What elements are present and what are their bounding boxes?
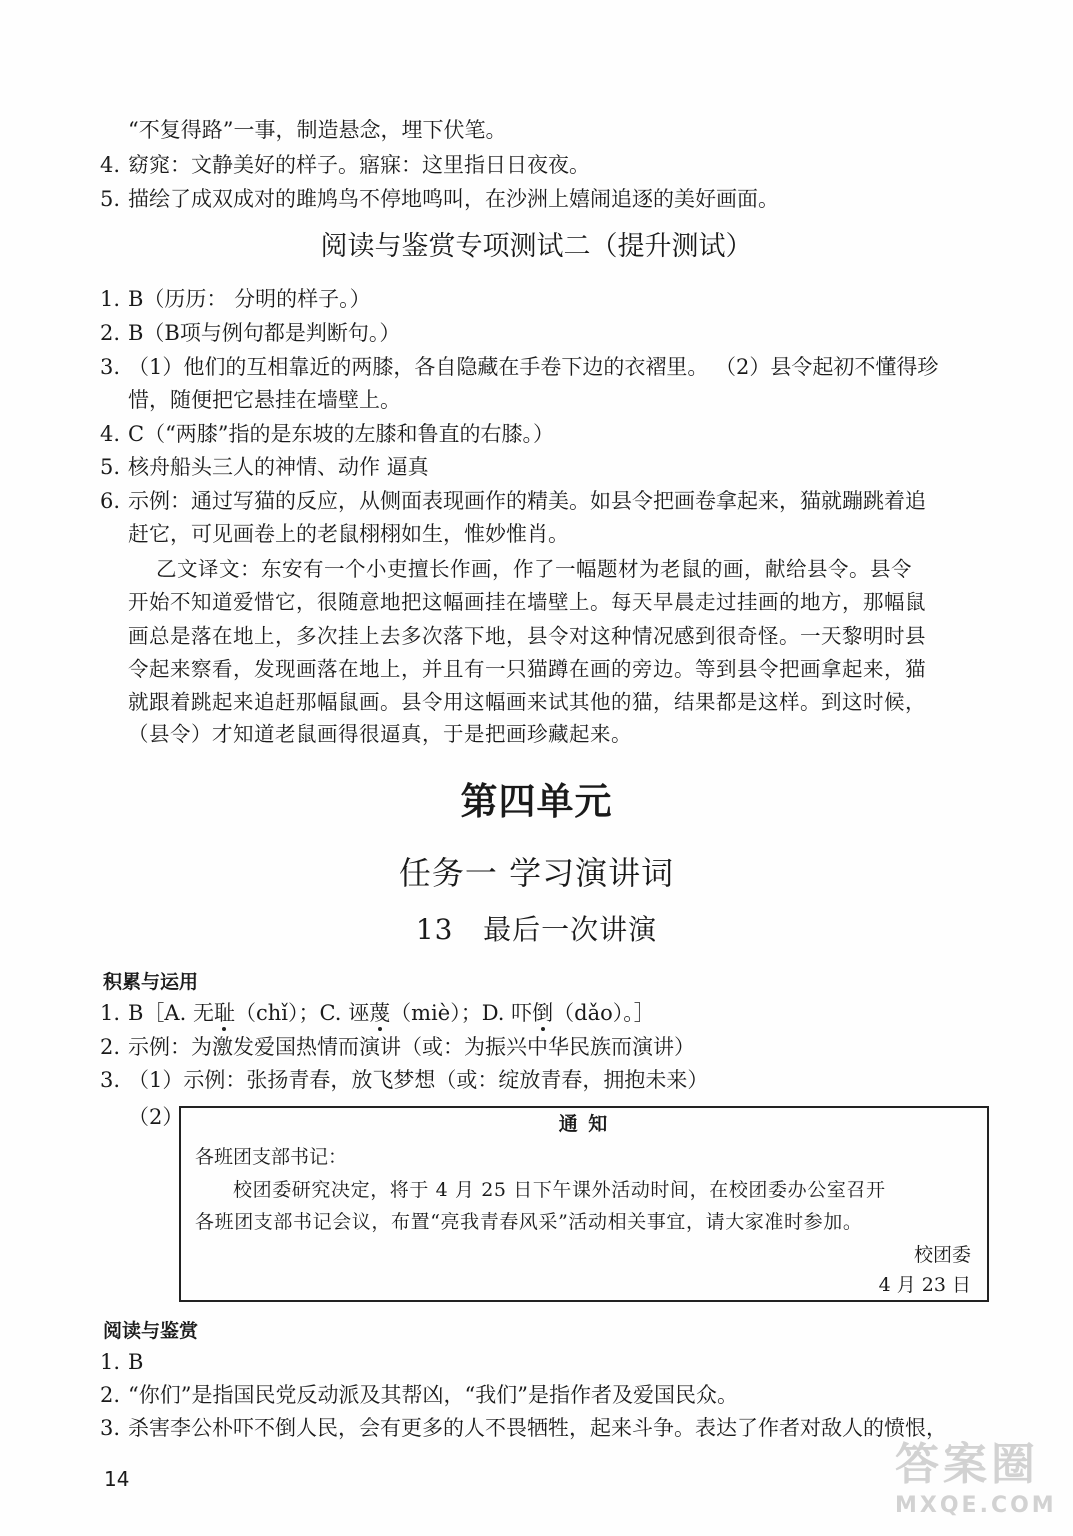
item-number: 4.	[100, 153, 121, 177]
page-number: 14	[104, 1467, 130, 1491]
item-number: 1.	[100, 1001, 121, 1025]
answer-item	[100, 151, 590, 179]
translation-line: 就跟着跳起来追赶那幅鼠画。县令用这幅画来试其他的猫，结果都是这样。到这时候，	[128, 690, 926, 714]
item-text-continued: 惜，随便把它悬挂在墙壁上。	[128, 388, 401, 412]
answer-item	[100, 453, 429, 481]
item-number: 2.	[100, 321, 121, 345]
emphasis-char: 倒	[532, 1001, 554, 1025]
lesson-name: 最后一次讲演	[483, 913, 658, 946]
item-text-part: （dǎo）。］	[553, 1001, 655, 1025]
answer-item	[100, 185, 779, 213]
item-number: 5.	[100, 455, 121, 479]
answer-line-continuation: “不复得路”一事，制造悬念，埋下伏笔。	[128, 118, 507, 142]
translation-line: 令起来察看，发现画落在地上，并且有一只猫蹲在画的旁边。等到县令把画拿起来，猫	[128, 657, 926, 681]
item-text: B	[128, 1350, 144, 1374]
item-text: 杀害李公朴吓不倒人民，会有更多的人不畏牺牲，起来斗争。表达了作者对敌人的愤恨，	[128, 1416, 947, 1440]
notice-date: 4 月 23 日	[878, 1274, 971, 1296]
subsection-heading: 阅读与鉴赏	[103, 1320, 199, 1342]
item-number: 3.	[100, 355, 121, 379]
subsection-heading: 积累与运用	[103, 971, 199, 993]
answer-item	[100, 1348, 143, 1376]
item-number: 4.	[100, 422, 121, 446]
answer-item	[100, 420, 554, 448]
answer-item	[100, 319, 400, 347]
section-title: 阅读与鉴赏专项测试二（提升测试）	[320, 231, 753, 262]
item-number: 2.	[100, 1035, 121, 1059]
item-text: 示例：通过写猫的反应，从侧面表现画作的精美。如县令把画卷拿起来，猫就蹦跳着追	[128, 489, 926, 513]
item-text: （1）他们的互相靠近的两膝，各自隐藏在手卷下边的衣褶里。 （2）县令起初不懂得珍	[128, 355, 939, 379]
lesson-number: 13	[415, 913, 454, 946]
answer-item	[100, 1381, 738, 1409]
notice-box	[179, 1106, 989, 1302]
item-text-part: （miè）；D. 吓	[390, 1001, 533, 1025]
answer-item	[100, 353, 938, 381]
item-text: （1）示例：张扬青春，放飞梦想（或：绽放青春，拥抱未来）	[128, 1068, 709, 1092]
answer-item	[100, 1066, 708, 1094]
item-number: 3.	[100, 1068, 121, 1092]
answer-item	[100, 285, 371, 313]
item-number: 6.	[100, 489, 121, 513]
item-text: “你们”是指国民党反动派及其帮凶，“我们”是指作者及爱国民众。	[128, 1383, 738, 1407]
notice-body-line: 各班团支部书记会议，布置“亮我青春风采”活动相关事宜，请大家准时参加。	[195, 1211, 863, 1233]
translation-line: （县令）才知道老鼠画得很逼真，于是把画珍藏起来。	[128, 722, 632, 746]
watermark-top-text: 答案圈	[895, 1439, 1039, 1490]
item-text-part: B［A. 无	[128, 1001, 214, 1025]
item-text: 核舟船头三人的神情、动作 逼真	[128, 455, 429, 479]
emphasis-char: 蔑	[369, 1001, 391, 1025]
item-number: 1.	[100, 1350, 121, 1374]
item-text: 描绘了成双成对的雎鸠鸟不停地鸣叫，在沙洲上嬉闹追逐的美好画面。	[128, 187, 779, 211]
item-text-part: （chǐ）；C. 诬	[234, 1001, 370, 1025]
notice-signer: 校团委	[913, 1244, 971, 1266]
task-title: 任务一 学习演讲词	[398, 854, 675, 892]
translation-line: 开始不知道爱惜它，很随意地把这幅画挂在墙壁上。每天早晨走过挂画的地方，那幅鼠	[128, 590, 926, 614]
answer-item	[100, 487, 926, 515]
item-text: B（历历： 分明的样子。）	[128, 287, 371, 311]
item-text: C（“两膝”指的是东坡的左膝和鲁直的右膝。）	[128, 422, 555, 446]
item-text: B（B项与例句都是判断句。）	[128, 321, 401, 345]
emphasis-char: 耻	[213, 1001, 235, 1025]
item-number: 1.	[100, 287, 121, 311]
translation-line: 画总是落在地上，多次挂上去多次落下地，县令对这种情况感到很奇怪。一天黎明时县	[128, 624, 926, 648]
item-text-continued: 赶它，可见画卷上的老鼠栩栩如生，惟妙惟肖。	[128, 522, 569, 546]
item-number: 2.	[100, 1383, 121, 1407]
item-number: 3.	[100, 1416, 121, 1440]
item-text: 示例：为激发爱国热情而演讲（或：为振兴中华民族而演讲）	[128, 1035, 695, 1059]
notice-title: 通 知	[558, 1113, 610, 1135]
item-number: 5.	[100, 187, 121, 211]
notice-greeting: 各班团支部书记：	[195, 1146, 348, 1168]
sub-item-label: （2）	[128, 1105, 184, 1129]
answer-item	[100, 1414, 947, 1442]
answer-item	[100, 1033, 695, 1061]
watermark-bottom-text: MXQE.COM	[895, 1493, 1057, 1518]
notice-body-line: 校团委研究决定，将于 4 月 25 日下午课外活动时间，在校团委办公室召开	[233, 1179, 886, 1201]
watermark-logo	[895, 1437, 1065, 1529]
lesson-title	[0, 912, 1073, 948]
translation-line: 乙文译文：东安有一个小吏擅长作画，作了一幅题材为老鼠的画，献给县令。县令	[156, 557, 912, 581]
unit-title: 第四单元	[460, 779, 613, 823]
item-text: 窈窕：文静美好的样子。寤寐：这里指日日夜夜。	[128, 153, 590, 177]
answer-item	[100, 999, 655, 1027]
